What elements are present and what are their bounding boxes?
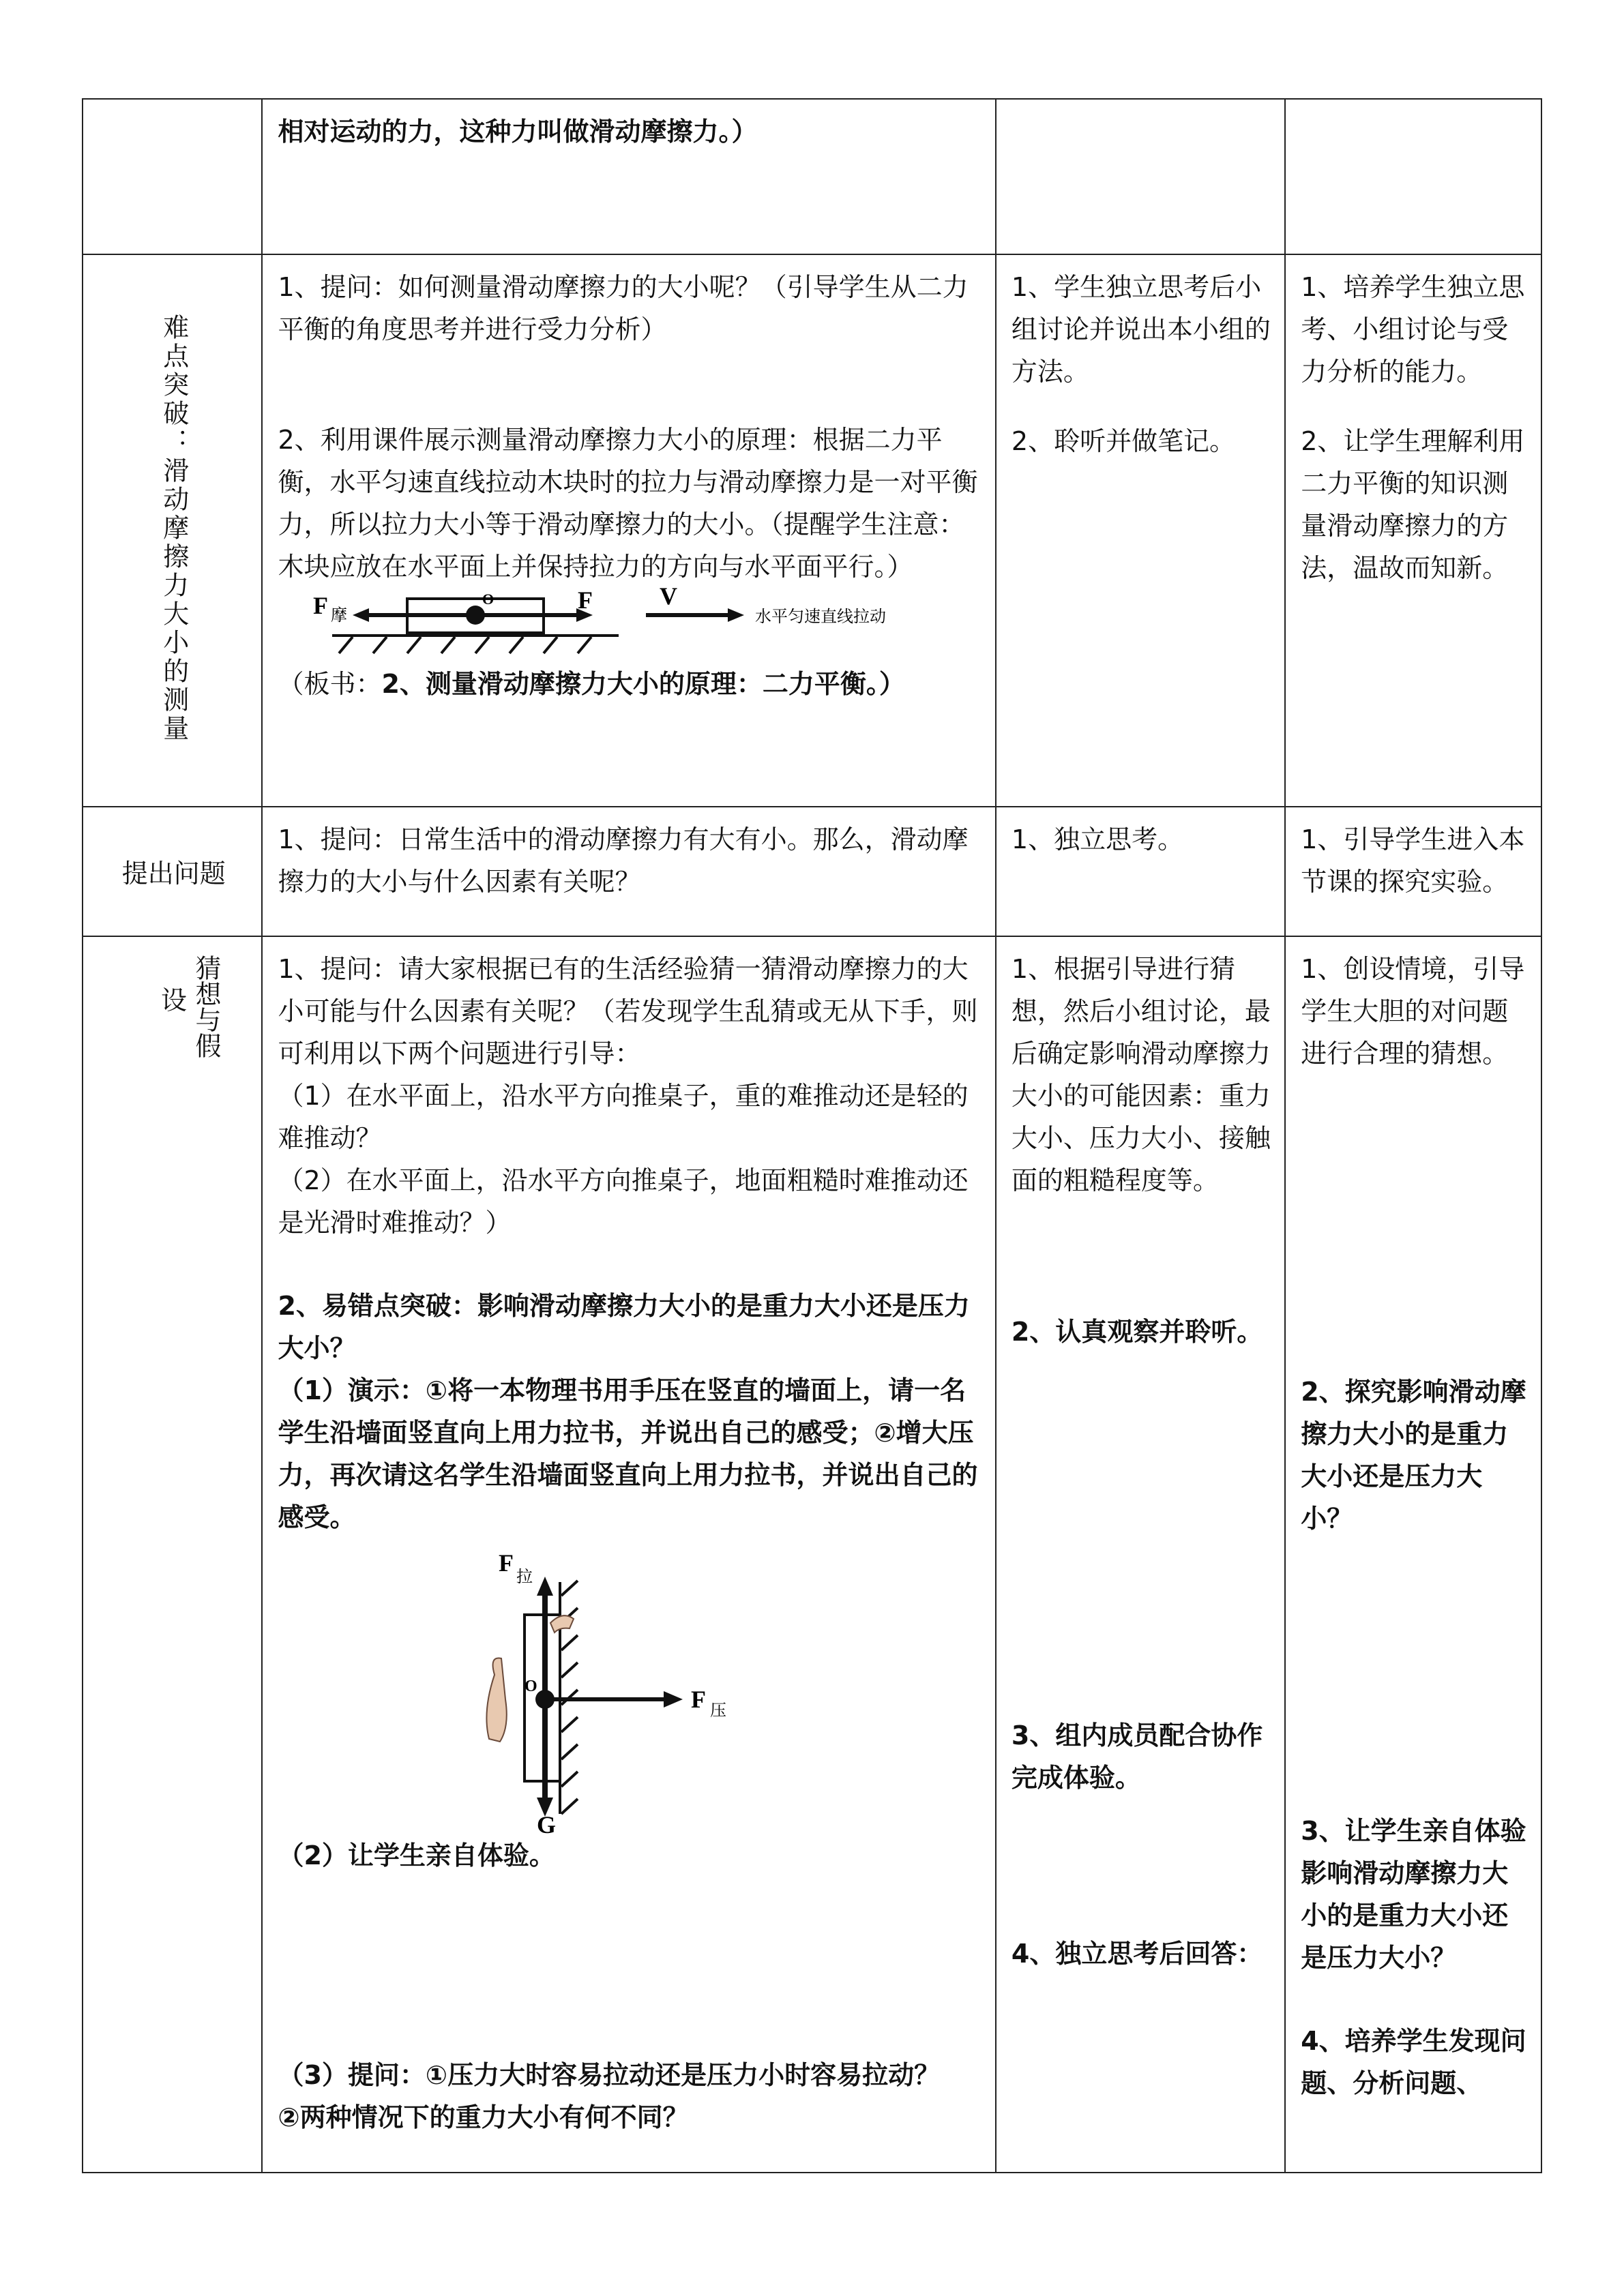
table-row-hypothesis xyxy=(83,936,1541,2173)
center-point xyxy=(466,606,485,625)
table-row-question xyxy=(83,807,1541,936)
lesson-plan-table xyxy=(82,98,1542,2173)
category-cell xyxy=(83,807,262,936)
design-intent-cell xyxy=(1285,99,1541,254)
velocity-label: V xyxy=(660,588,678,610)
board-content: 2、测量滑动摩擦力大小的原理：二力平衡。） xyxy=(381,669,905,699)
velocity-caption: 水平匀速直线拉动 xyxy=(755,607,887,626)
intent-text-2: 2、让学生理解利用二力平衡的知识测量滑动摩擦力的方法，温故而知新。 xyxy=(1301,426,1525,583)
table-row-continuation xyxy=(83,99,1541,254)
teacher-text-2: 2、易错点突破：影响滑动摩擦力大小的是重力大小还是压力大小？ xyxy=(278,1291,970,1363)
pull-arrowhead xyxy=(537,1577,553,1596)
board-note xyxy=(278,663,982,705)
student-text-1: 1、学生独立思考后小组讨论并说出本小组的方法。 xyxy=(1011,272,1271,387)
hand-press-icon xyxy=(487,1658,507,1742)
design-intent-cell xyxy=(1285,936,1541,2173)
center-point xyxy=(535,1690,555,1709)
gravity-label: G xyxy=(537,1811,557,1834)
press-force-sub: 压 xyxy=(710,1701,727,1720)
intent-text-4: 4、培养学生发现问题、分析问题、 xyxy=(1301,2026,1526,2098)
velocity-arrowhead xyxy=(728,608,744,622)
teacher-activity-cell xyxy=(262,936,995,2173)
friction-measure-diagram xyxy=(278,588,932,663)
teacher-text-2b: （2）让学生亲自体验。 xyxy=(278,1840,555,1870)
student-activity-cell xyxy=(996,99,1285,254)
pull-force-label: F xyxy=(578,588,593,614)
student-text-2: 2、聆听并做笔记。 xyxy=(1011,426,1236,456)
center-label: O xyxy=(525,1678,538,1695)
intent-text-3: 3、让学生亲自体验影响滑动摩擦力大小的是重力大小还是压力大小？ xyxy=(1301,1816,1526,1973)
student-activity-cell xyxy=(996,807,1285,936)
intent-text-1: 1、培养学生独立思考、小组讨论与受力分析的能力。 xyxy=(1301,272,1525,387)
category-label-difficulty: 难点突破：滑动摩擦力大小的测量 xyxy=(158,314,189,743)
friction-force-label: F xyxy=(313,592,329,619)
category-label-hypothesis xyxy=(98,948,249,1125)
student-text-1: 1、根据引导进行猜想，然后小组讨论，最后确定影响滑动摩擦力大小的可能因素：重力大小、压力大小、接触面的粗糙程度等。 xyxy=(1011,954,1271,1195)
teacher-text: 1、提问：日常生活中的滑动摩擦力有大有小。那么，滑动摩擦力的大小与什么因素有关呢？ xyxy=(278,824,969,897)
student-activity-cell xyxy=(996,936,1285,2173)
design-intent-cell xyxy=(1285,807,1541,936)
teacher-text-1: 1、提问：请大家根据已有的生活经验猜一猜滑动摩擦力的大小可能与什么因素有关呢？（若发现学生乱猜或无从下手，则可利用以下两个问题进行引导： xyxy=(278,954,978,1069)
category-cell xyxy=(83,254,262,807)
intent-text-1: 1、创设情境，引导学生大胆的对问题进行合理的猜想。 xyxy=(1301,954,1525,1069)
ground-hatch xyxy=(339,637,591,653)
category-cell xyxy=(83,936,262,2173)
student-text: 1、独立思考。 xyxy=(1011,824,1184,854)
friction-arrowhead xyxy=(353,608,369,622)
category-label-question: 提出问题 xyxy=(121,859,226,889)
student-activity-cell xyxy=(996,254,1285,807)
press-arrowhead xyxy=(664,1691,683,1708)
teacher-text-2: 2、利用课件展示测量滑动摩擦力大小的原理：根据二力平衡，水平匀速直线拉动木块时的拉力与滑动摩擦力是一对平衡力，所以拉力大小等于滑动摩擦力的大小。（提醒学生注意：木块应放在水平面上并保持拉力的方向与水平面平行。） xyxy=(278,425,978,582)
student-text-3: 3、组内成员配合协作完成体验。 xyxy=(1011,1720,1263,1793)
pull-force-sub: 拉 xyxy=(516,1567,533,1586)
category-side-text: 设 xyxy=(161,985,188,1015)
student-text-2: 2、认真观察并聆听。 xyxy=(1011,1317,1263,1347)
teacher-text-1a: （1）在水平面上，沿水平方向推桌子，重的难推动还是轻的难推动？ xyxy=(278,1081,969,1153)
category-cell-empty xyxy=(83,99,262,254)
center-label: O xyxy=(482,591,494,608)
table-row-difficulty xyxy=(83,254,1541,807)
wall-press-diagram xyxy=(278,1541,932,1834)
press-force-label: F xyxy=(691,1686,707,1713)
teacher-activity-cell xyxy=(262,254,995,807)
teacher-text-2a: （1）演示：①将一本物理书用手压在竖直的墙面上，请一名学生沿墙面竖直向上用力拉书，并说出自己的感受；②增大压力，再次请这名学生沿墙面竖直向上用力拉书，并说出自己的感受。 xyxy=(278,1375,978,1532)
continuation-text: 相对运动的力，这种力叫做滑动摩擦力。） xyxy=(278,117,758,147)
intent-text-2: 2、探究影响滑动摩擦力大小的是重力大小还是压力大小？ xyxy=(1301,1377,1526,1534)
teacher-text-1b: （2）在水平面上，沿水平方向推桌子，地面粗糙时难推动还是光滑时难推动？） xyxy=(278,1165,969,1238)
teacher-activity-cell xyxy=(262,99,995,254)
board-prefix: （板书： xyxy=(278,669,382,699)
teacher-text-2c: （3）提问：①压力大时容易拉动还是压力小时容易拉动？ xyxy=(278,2060,941,2090)
teacher-activity-cell xyxy=(262,807,995,936)
teacher-text-1: 1、提问：如何测量滑动摩擦力的大小呢？（引导学生从二力平衡的角度思考并进行受力分析） xyxy=(278,272,969,344)
intent-text: 1、引导学生进入本节课的探究实验。 xyxy=(1301,824,1525,897)
hand-pull-icon xyxy=(550,1615,574,1632)
friction-force-sub: 摩 xyxy=(331,606,348,625)
pull-force-label: F xyxy=(499,1549,514,1577)
category-vertical-text: 猜想与假 xyxy=(191,955,221,1058)
design-intent-cell xyxy=(1285,254,1541,807)
teacher-text-2d: ②两种情况下的重力大小有何不同？ xyxy=(278,2102,689,2132)
student-text-4: 4、独立思考后回答： xyxy=(1011,1939,1263,1969)
